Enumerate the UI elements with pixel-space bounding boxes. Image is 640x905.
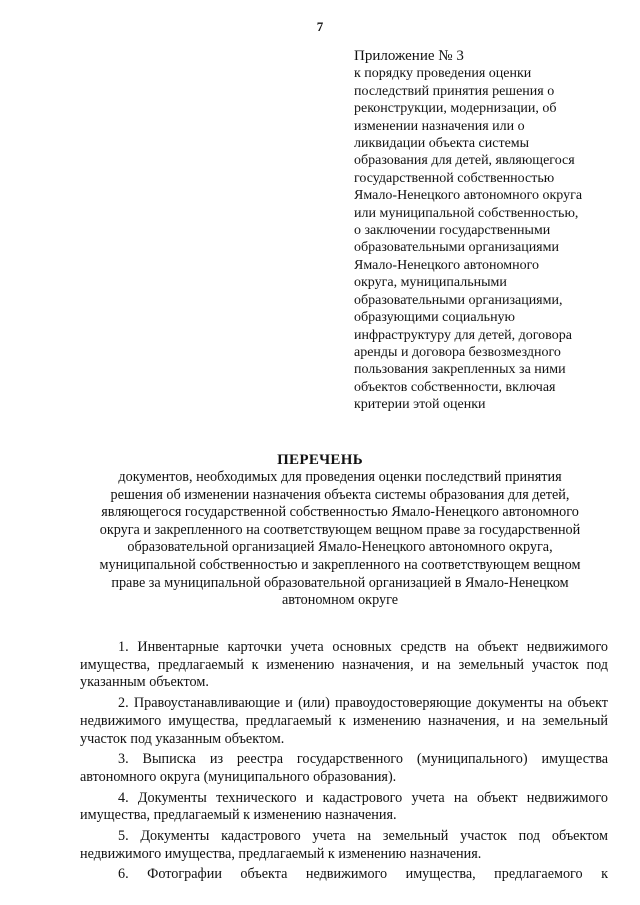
annex-line: образовательными организациями bbox=[354, 240, 559, 256]
subtitle-line: образовательной организацией Ямало-Ненецкого автономного округа, bbox=[127, 539, 553, 556]
annex-line: инфраструктуру для детей, договора bbox=[354, 327, 572, 343]
annex-line: аренды и договора безвозмездного bbox=[354, 344, 561, 360]
subtitle-line: решения об изменении назначения объекта системы образования для детей, bbox=[110, 486, 570, 503]
annex-line: ликвидации объекта системы bbox=[354, 136, 530, 152]
annex-line: Ямало-Ненецкого автономного bbox=[354, 257, 539, 273]
list-item: 5. Документы кадастрового учета на земельный участок под объектом недвижимого имущества, предлагаемый к изменению назначения. bbox=[80, 828, 608, 862]
annex-line: округа, муниципальными bbox=[354, 275, 507, 291]
annex-line: пользования закрепленных за ними bbox=[354, 362, 566, 378]
annex-line: образовательными организациями, bbox=[354, 292, 563, 308]
annex-line: или муниципальной собственностью, bbox=[354, 205, 579, 221]
annex-line: образующими социальную bbox=[354, 310, 516, 326]
subtitle-line: округа и закрепленного на соответствующем вещном праве за государственной bbox=[99, 521, 581, 538]
annex-line: к порядку проведения оценки bbox=[354, 66, 532, 82]
document-list bbox=[80, 639, 608, 887]
list-title: ПЕРЕЧЕНЬ bbox=[277, 452, 363, 468]
annex-line: критерии этой оценки bbox=[354, 397, 486, 413]
subtitle-line: документов, необходимых для проведения оценки последствий принятия bbox=[118, 469, 562, 485]
annex-line: о заключении государственными bbox=[354, 223, 551, 239]
subtitle-line: муниципальной собственностью и закрепленного на соответствующем вещном bbox=[99, 556, 581, 573]
list-item: 6. Фотографии объекта недвижимого имущества, предлагаемого к bbox=[118, 866, 608, 883]
list-item: 4. Документы технического и кадастрового учета на объект недвижимого имущества, предлагаемый к изменению назначения. bbox=[80, 789, 608, 824]
list-item: 3. Выписка из реестра государственного (муниципального) имущества автономного округа (муниципального образования). bbox=[80, 751, 608, 785]
annex-line: реконструкции, модернизации, об bbox=[354, 101, 557, 117]
subtitle-line: праве за муниципальной образовательной организацией в Ямало-Ненецком bbox=[111, 574, 569, 591]
subtitle-line: являющегося государственной собственностью Ямало-Ненецкого автономного bbox=[101, 504, 579, 521]
page-number: 7 bbox=[316, 19, 324, 34]
annex-title: Приложение № 3 bbox=[354, 48, 464, 64]
list-item: 1. Инвентарные карточки учета основных средств на объект недвижимого имущества, предлагаемый к изменению назначения, и на земельный участок под указанным объектом. bbox=[80, 639, 608, 691]
annex-line: изменении назначения или о bbox=[354, 118, 525, 134]
annex-line: объектов собственности, включая bbox=[354, 379, 556, 395]
annex-line: образования для детей, являющегося bbox=[354, 153, 575, 169]
subtitle-line: автономном округе bbox=[282, 592, 398, 609]
annex-line: государственной собственностью bbox=[354, 170, 555, 186]
list-item: 2. Правоустанавливающие и (или) правоудостоверяющие документы на объект недвижимого имущества, предлагаемый к изменению назначения, и на земельный участок под указанным объектом. bbox=[80, 695, 608, 747]
annex-line: последствий принятия решения о bbox=[354, 83, 555, 99]
list-subtitle bbox=[80, 469, 600, 610]
annex-line: Ямало-Ненецкого автономного округа bbox=[354, 188, 583, 204]
annex-block bbox=[354, 48, 614, 414]
